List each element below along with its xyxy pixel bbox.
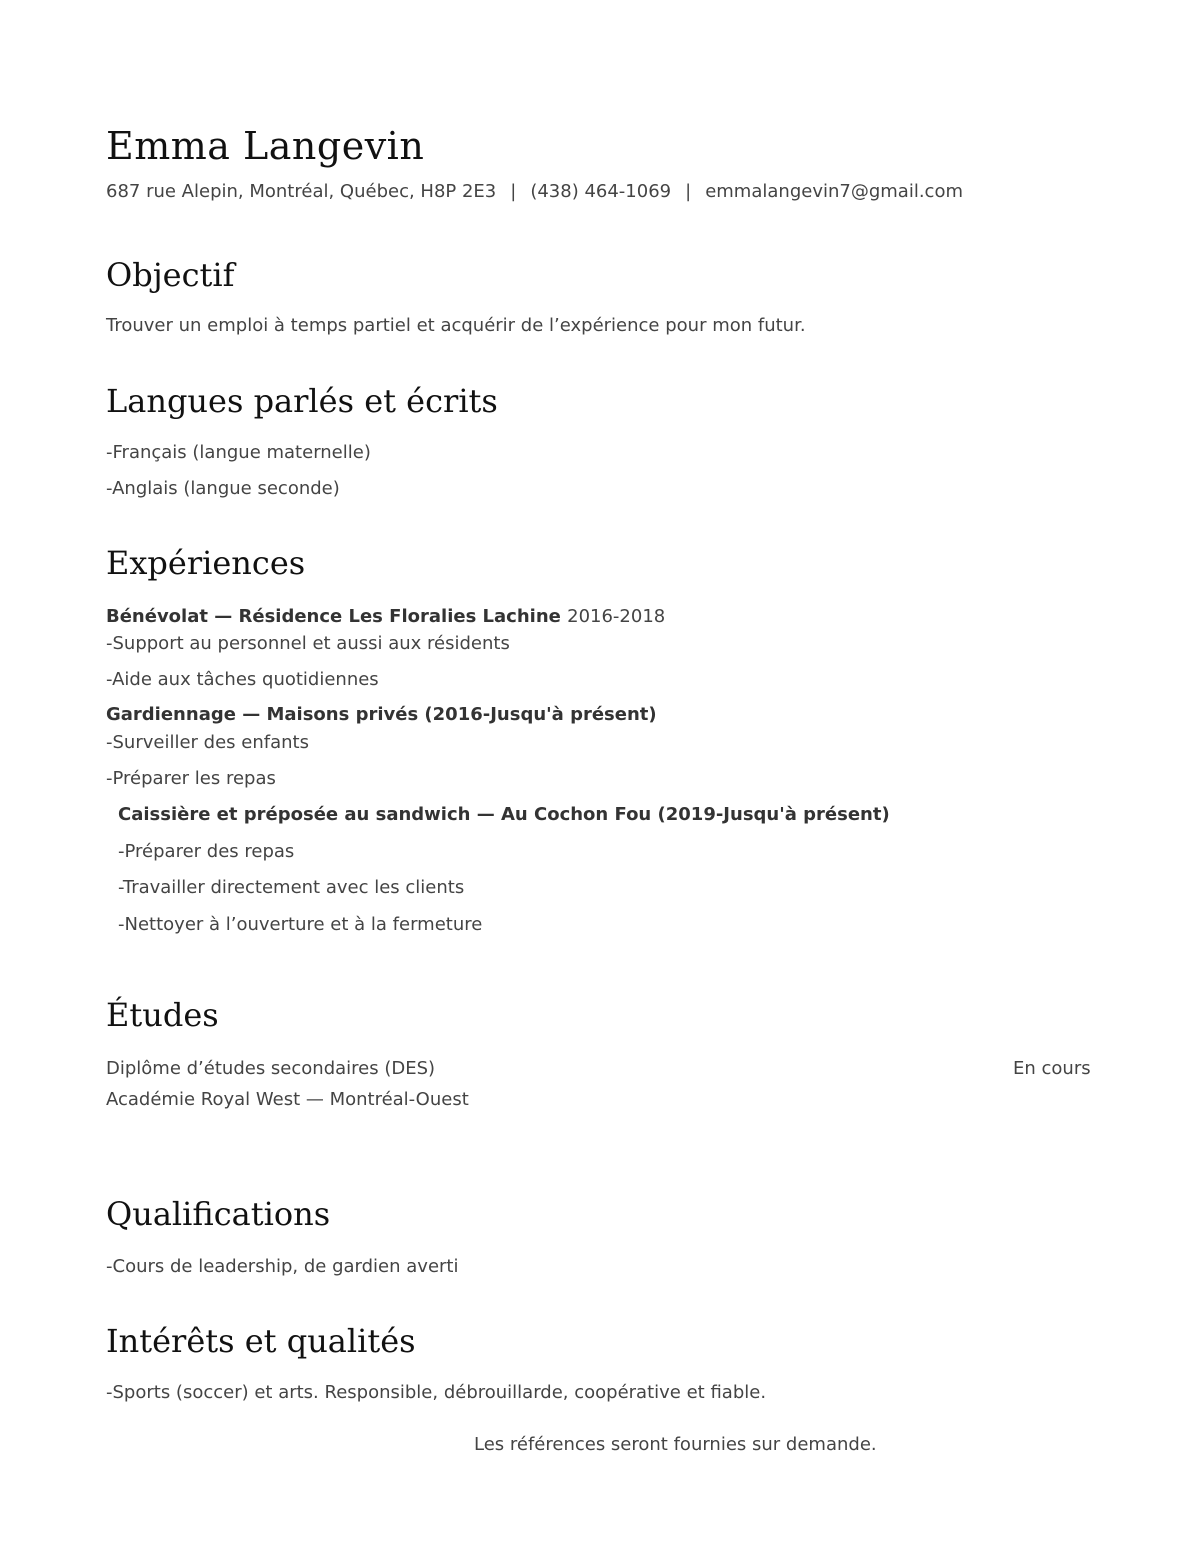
section-title-qualifications: Qualifications <box>106 1195 331 1233</box>
job-task: -Surveiller des enfants <box>106 732 309 753</box>
job-heading: Caissière et préposée au sandwich — Au Cochon Fou (2019-Jusqu'à présent) <box>118 804 890 825</box>
job-title: Bénévolat — Résidence Les Floralies Lachine <box>106 606 561 627</box>
job-task: -Support au personnel et aussi aux résidents <box>106 633 510 654</box>
school: Académie Royal West — Montréal-Ouest <box>106 1089 469 1110</box>
job-heading: Gardiennage — Maisons privés (2016-Jusqu'à présent) <box>106 704 657 725</box>
job-task: -Préparer des repas <box>118 841 295 862</box>
section-title-objectif: Objectif <box>106 256 235 294</box>
section-title-experiences: Expériences <box>106 544 306 582</box>
section-title-langues: Langues parlés et écrits <box>106 382 498 420</box>
diploma: Diplôme d’études secondaires (DES) <box>106 1058 436 1079</box>
section-title-etudes: Études <box>106 996 219 1034</box>
job-heading <box>106 606 665 627</box>
job-task: -Nettoyer à l’ouverture et à la fermeture <box>118 914 483 935</box>
contact-line <box>106 181 963 202</box>
qualifications-text: -Cours de leadership, de gardien averti <box>106 1256 459 1277</box>
job-task: -Préparer les repas <box>106 768 276 789</box>
candidate-name: Emma Langevin <box>106 124 425 168</box>
references-note: Les références seront fournies sur demande. <box>474 1434 877 1455</box>
email: emmalangevin7@gmail.com <box>705 181 963 202</box>
interets-text: -Sports (soccer) et arts. Responsible, débrouillarde, coopérative et fiable. <box>106 1382 767 1403</box>
section-title-interets: Intérêts et qualités <box>106 1322 416 1360</box>
separator: | <box>685 181 692 202</box>
diploma-status: En cours <box>1013 1058 1091 1079</box>
separator: | <box>510 181 517 202</box>
objectif-text: Trouver un emploi à temps partiel et acquérir de l’expérience pour mon futur. <box>106 315 806 336</box>
address: 687 rue Alepin, Montréal, Québec, H8P 2E3 <box>106 181 497 202</box>
job-dates: 2016-2018 <box>567 606 666 627</box>
langue-item: -Anglais (langue seconde) <box>106 478 340 499</box>
langue-item: -Français (langue maternelle) <box>106 442 371 463</box>
phone: (438) 464-1069 <box>530 181 672 202</box>
job-task: -Aide aux tâches quotidiennes <box>106 669 379 690</box>
job-task: -Travailler directement avec les clients <box>118 877 465 898</box>
